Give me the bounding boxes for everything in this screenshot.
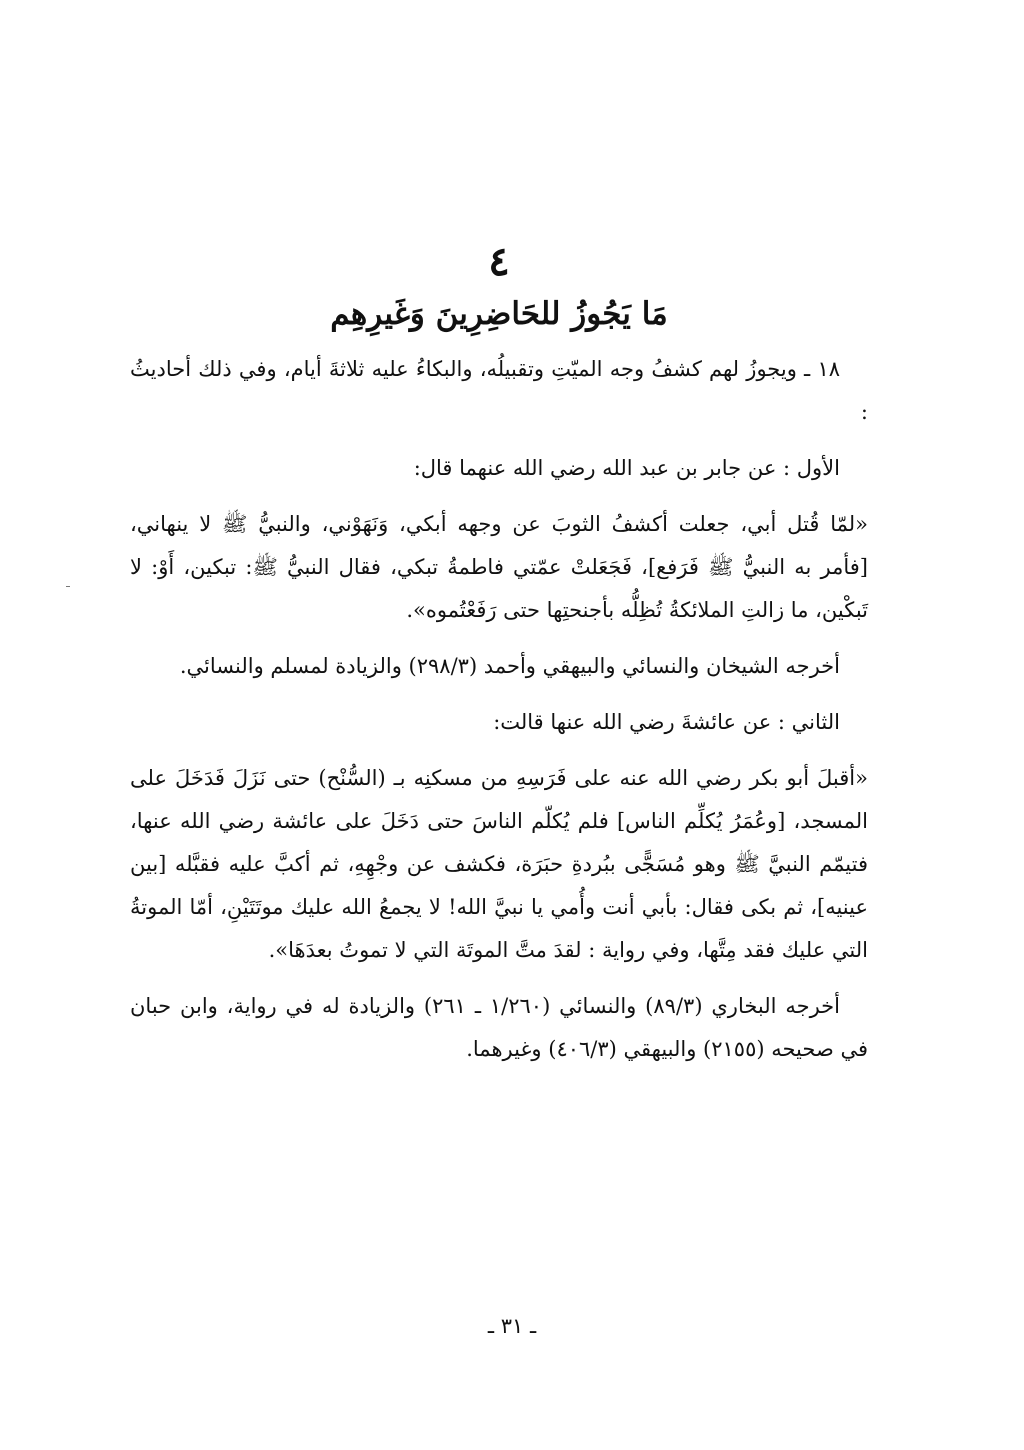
page-number: ـ ٣١ ـ [487, 1314, 537, 1338]
paragraph-intro: ١٨ ـ ويجوزُ لهم كشفُ وجه الميّتِ وتقبيلُه، والبكاءُ عليه ثلاثةَ أيام، وفي ذلك أحاديثُ : [130, 357, 868, 424]
paragraph-first-hadith-text: «لمّا قُتل أبي، جعلت أكشفُ الثوبَ عن وجهه أبكي، وَنَهَوْني، والنبيُّ ﷺ لا ينهاني، [فأمر به النبيُّ ﷺ فَرَفع]، فَجَعَلتْ عمّتي فاطمةُ تبكي، فقال النبيُّ ﷺ: تبكين، أَوْ: لا تَبكْين، ما زالتِ الملائكةُ تُظِلُّه بأجنحتِها حتى رَفَعْتُموه». [130, 512, 868, 622]
chapter-title: مَا يَجُوزُ للحَاضِرِينَ وَغَيرِهِم [330, 296, 668, 332]
chapter-number: ٤ [488, 238, 510, 285]
page-content [130, 238, 868, 1084]
paragraph-second-hadith-source: أخرجه البخاري (٨٩/٣) والنسائي (١/٢٦٠ ـ ٢٦١) والزيادة له في رواية، وابن حبان في صحيحه (٢١٥٥) والبيهقي (٤٠٦/٣) وغيرهما. [130, 994, 868, 1061]
paragraph-second-hadith-text: «أقبلَ أبو بكر رضي الله عنه على فَرَسِهِ من مسكنِه بـ (السُّنْح) حتى نَزَلَ فَدَخَلَ على المسجد، [وعُمَرُ يُكلِّم الناس] فلم يُكلّم الناسَ حتى دَخَلَ على عائشة رضي الله عنها، فتيمّم النبيَّ ﷺ وهو مُسَجًّى ببُردةِ حبَرَة، فكشف عن وجْهِهِ، ثم أكبَّ عليه فقبَّله [بين عينيه]، ثم بكى فقال: بأبي أنت وأُمي يا نبيَّ الله! لا يجمعُ الله عليك موتَتَيْنِ، أمّا الموتةُ التي عليك فقد مِتَّها، وفي رواية : لقدَ متَّ الموتَة التي لا تموتُ بعدَهَا». [130, 766, 869, 962]
scan-mark [66, 586, 70, 587]
paragraph-second-hadith-heading: الثاني : عن عائشةَ رضي الله عنها قالت: [493, 710, 840, 734]
paragraph-first-hadith-heading: الأول : عن جابر بن عبد الله رضي الله عنهما قال: [413, 456, 840, 480]
paragraph-first-hadith-source: أخرجه الشيخان والنسائي والبيهقي وأحمد (٢٩٨/٣) والزيادة لمسلم والنسائي. [179, 654, 840, 678]
